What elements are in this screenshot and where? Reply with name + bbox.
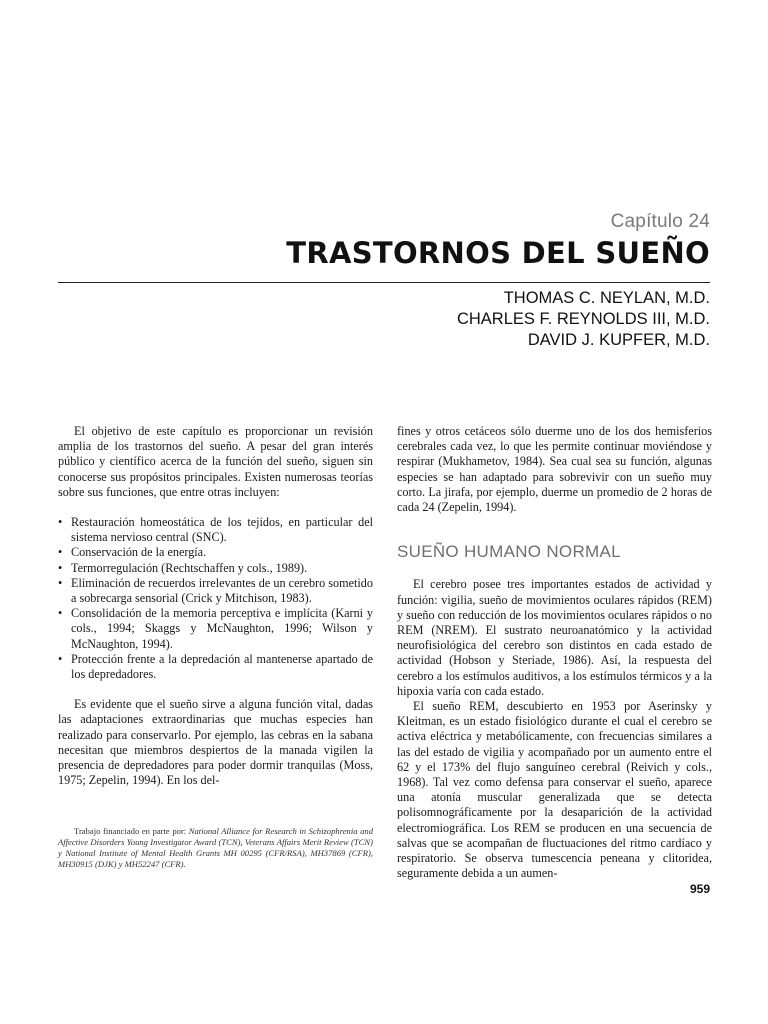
chapter-label: Capítulo 24 [610, 211, 710, 232]
body-paragraph: El sueño REM, descubierto en 1953 por Aserinsky y Kleitman, es un estado fisiológico durante el cual el cerebro se activa eléctrica y metabólicamente, con frecuencias similares a las del estado de vigilia y acompañado por un aumento entre el 62 y el 173% del flujo sanguíneo cerebral (Reivich y cols., 1968). Tal vez como defensa para conservar el sueño, aparece una atonía muscular generalizada que se detecta polisomnográficamente por la desaparición de la actividad electromiográfica. Los REM se producen en una secuencia de salvas que se acompañan de fluctuaciones del ritmo cardíaco y respiratorio. Se observa tumescencia peneana y clitoridea, seguramente debida a un aumen- [397, 699, 712, 881]
author-name: THOMAS C. NEYLAN, [503, 289, 671, 307]
author-degree: M.D. [670, 289, 710, 307]
left-column [58, 424, 373, 788]
functions-list [58, 515, 373, 682]
intro-paragraph: El objetivo de este capítulo es proporcionar un revisión amplia de los trastornos del sueño. A pesar del gran interés público y científico acerca de la función del sueño, siguen sin conocerse sus propósitos principales. Existen numerosas teorías sobre sus funciones, que entre otras incluyen: [58, 424, 373, 499]
page-number: 959 [689, 882, 710, 896]
author-name: DAVID J. KUPFER, [527, 331, 671, 349]
chapter-title: TRASTORNOS DEL SUEÑO [286, 236, 710, 270]
author-list [457, 288, 710, 351]
right-column [397, 424, 712, 881]
author-degree: M.D. [670, 331, 710, 349]
author-line [457, 309, 710, 330]
author-line [457, 330, 710, 351]
author-name: CHARLES F. REYNOLDS III, [456, 310, 671, 328]
body-paragraph: fines y otros cetáceos sólo duerme uno de los dos hemisferios cerebrales cada vez, lo que les permite continuar moviéndose y respirar (Mukhametov, 1984). Sea cual sea su función, algunas especies se han adaptado para sobrevivir con un sueño muy corto. La jirafa, por ejemplo, duerme un promedio de 2 horas de cada 24 (Zepelin, 1994). [397, 424, 712, 515]
body-paragraph: El cerebro posee tres importantes estados de actividad y función: vigilia, sueño de movimientos oculares rápidos (REM) y sueño con reducción de los movimientos oculares rápidos o no REM (NREM). El sustrato neuroanatómico y la actividad neurofisiológica del cerebro son distintos en cada estado de actividad (Hobson y Steriade, 1986). Así, la respuesta del cerebro a los estímulos auditivos, a los estímulos térmicos y a la hipoxia varía con cada estado. [397, 577, 712, 698]
footnote-text: National Alliance for Research in Schizophrenia and Affective Disorders Young Investigator Award (TCN), Veterans Affairs Merit Review (TCN) y National Institute of Mental Health Grants MH 00295 (CFR/RSA), MH37869 (CFR), MH30915 (DJK) y MH52247 (CFR). [58, 826, 373, 869]
list-item: • Restauración homeostática de los tejidos, en particular del sistema nervioso central (SNC). [58, 515, 373, 545]
footnote-prefix: Trabajo financiado en parte por: [74, 826, 189, 836]
body-paragraph: Es evidente que el sueño sirve a alguna función vital, dadas las adaptaciones extraordinarias que muchas especies han realizado para conservarlo. Por ejemplo, las cebras en la sabana necesitan que miembros despiertos de la manada vigilen la presencia de depredadores para poder dormir tranquilas (Moss, 1975; Zepelin, 1994). En los del- [58, 697, 373, 788]
list-item: • Conservación de la energía. [58, 545, 373, 560]
author-line [457, 288, 710, 309]
list-item: • Termorregulación (Rechtschaffen y cols., 1989). [58, 561, 373, 576]
author-degree: M.D. [670, 310, 710, 328]
list-item: • Eliminación de recuerdos irrelevantes de un cerebro sometido a sobrecarga sensorial (Crick y Mitchison, 1983). [58, 576, 373, 606]
list-item: • Protección frente a la depredación al mantenerse apartado de los depredadores. [58, 652, 373, 682]
list-item: • Consolidación de la memoria perceptiva e implícita (Karni y cols., 1994; Skaggs y McNaughton, 1996; Wilson y McNaughton, 1994). [58, 606, 373, 652]
title-rule [58, 282, 710, 283]
footnote [58, 826, 373, 870]
section-heading: SUEÑO HUMANO NORMAL [397, 543, 712, 559]
